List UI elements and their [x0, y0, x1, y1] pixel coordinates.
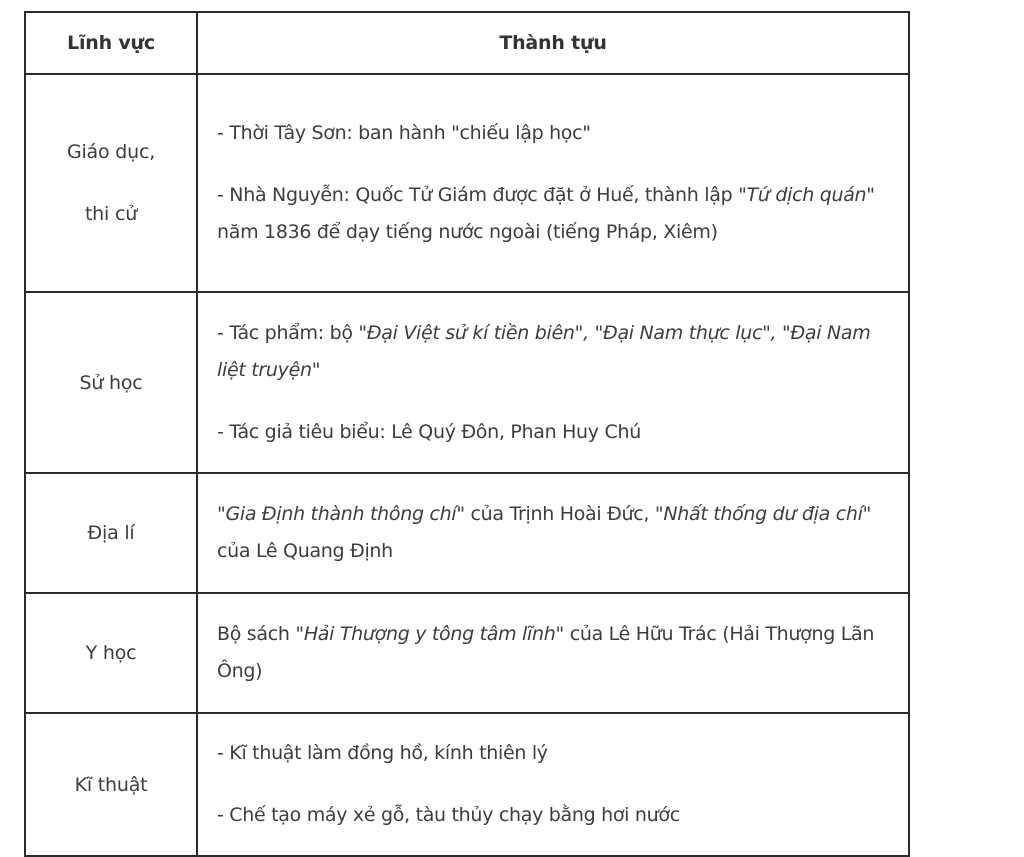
achievement-paragraph [217, 616, 890, 690]
work-title: "Hải Thượng y tông tâm lĩnh" [295, 623, 564, 645]
text-run: - Kĩ thuật làm đồng hồ, kính thiên lý [217, 742, 548, 764]
field-cell [25, 74, 197, 292]
header-row [25, 12, 909, 74]
field-cell: Y học [25, 593, 197, 713]
field-cell: Kĩ thuật [25, 713, 197, 856]
header-achievement: Thành tựu [197, 12, 909, 74]
field-cell: Địa lí [25, 473, 197, 593]
text-run: - Chế tạo máy xẻ gỗ, tàu thủy chạy bằng hơi nước [217, 804, 680, 826]
text-run: của Lê Hữu Trác (Hải Thượng Lãn Ông) [217, 623, 875, 682]
achievement-cell [197, 713, 909, 856]
achievement-paragraph [217, 797, 890, 834]
text-run: - Tác phẩm: bộ [217, 321, 359, 344]
text-run: - Tác giả tiêu biểu: Lê Quý Đôn, Phan Huy Chú [217, 420, 641, 443]
field-line: thi cử [84, 203, 138, 225]
achievement-cell [197, 74, 909, 292]
work-title: "Tứ dịch quán" [738, 184, 875, 206]
achievement-cell [197, 593, 909, 713]
achievement-paragraph [217, 735, 890, 772]
text-run: năm 1836 để dạy tiếng nước ngoài (tiếng Pháp, Xiêm) [217, 221, 718, 243]
field-cell: Sử học [25, 292, 197, 473]
text-run: của Lê Quang Định [217, 540, 393, 562]
achievement-cell [197, 473, 909, 593]
table-row [25, 292, 909, 473]
table-row [25, 473, 909, 593]
work-title: "Đại Việt sử kí tiền biên", "Đại Nam thực lục", "Đại Nam liệt truyện" [217, 321, 871, 381]
table-row [25, 593, 909, 713]
text-run: - Nhà Nguyễn: Quốc Tử Giám được đặt ở Huế, thành lập [217, 184, 739, 206]
text-run: Bộ sách [217, 623, 296, 645]
achievement-paragraph [217, 496, 890, 570]
work-title: "Gia Định thành thông chí" [217, 503, 465, 525]
achievement-cell [197, 292, 909, 473]
text-run: của Trịnh Hoài Đức, [464, 503, 655, 525]
achievement-paragraph [217, 115, 890, 152]
achievement-paragraph [217, 177, 890, 251]
table-row [25, 74, 909, 292]
achievement-paragraph [217, 315, 890, 389]
table-row [25, 713, 909, 856]
field-line: Giáo dục, [66, 141, 156, 163]
header-field: Lĩnh vực [25, 12, 197, 74]
text-run: - Thời Tây Sơn: ban hành "chiếu lập học" [217, 122, 591, 144]
achievements-table [24, 11, 910, 857]
achievement-paragraph [217, 414, 890, 451]
work-title: "Nhất thống dư địa chí" [654, 503, 872, 525]
